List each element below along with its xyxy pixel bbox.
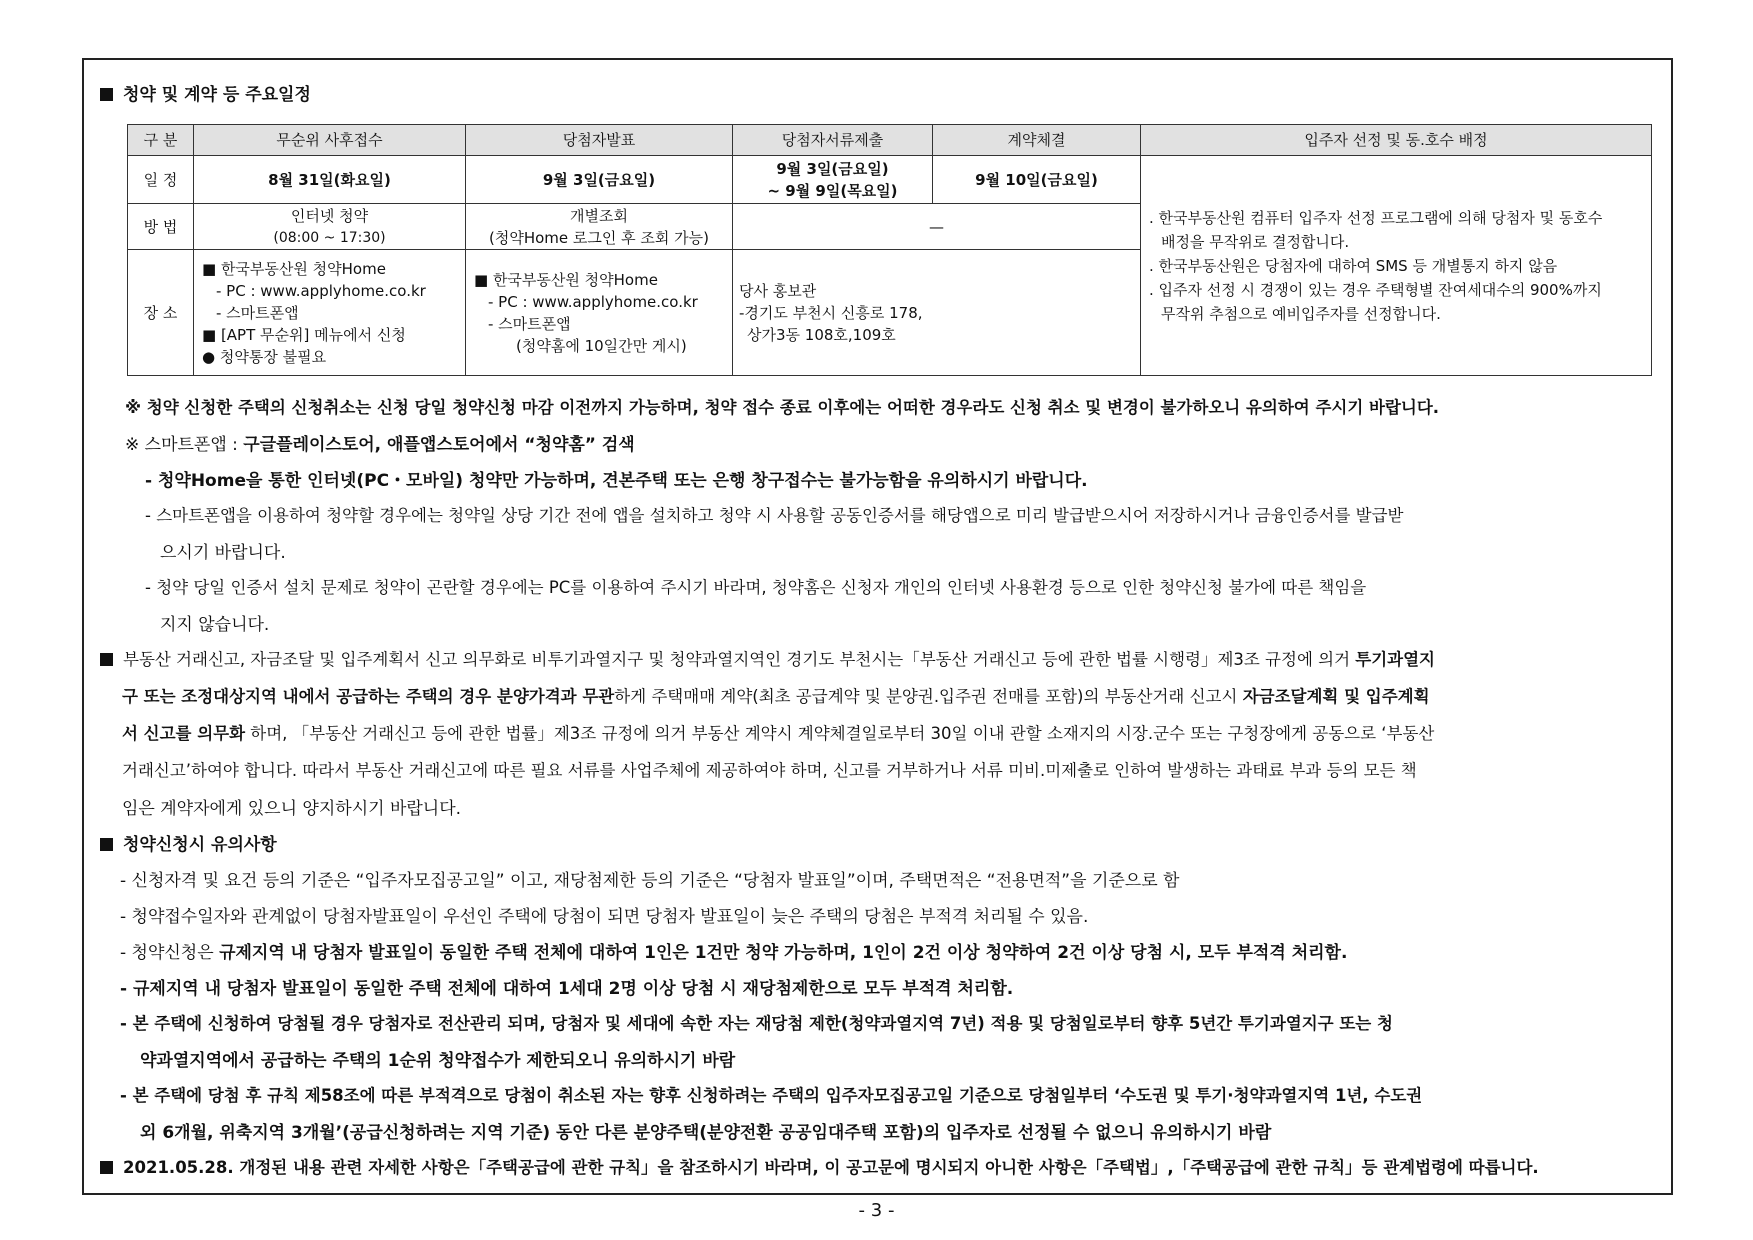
caution-item-6-line2: 외 6개월, 위축지역 3개월’(공급신청하려는 지역 기준) 동안 다른 분양주택(분양전환 공공임대주택 포함)의 입주자로 선정될 수 없으니 유의하시기 바람: [140, 1123, 1272, 1143]
schedule-section-title: 청약 및 계약 등 주요일정: [100, 80, 311, 105]
place-announce: ■ 한국부동산원 청약Home - PC : www.applyhome.co.kr - 스마트폰앱 (청약홈에 10일간만 게시): [466, 250, 733, 376]
caution-item-5-line1: - 본 주택에 신청하여 당첨될 경우 당첨자로 전산관리 되며, 당첨자 및 세대에 속한 자는 재당첨 제한(청약과열지역 7년) 적용 및 당첨일로부터 향후 5년간 투기과열지구 또는 청: [120, 1014, 1393, 1033]
note-cert-line1: - 청약 당일 인증서 설치 문제로 청약이 곤란할 경우에는 PC를 이용하여 주시기 바라며, 청약홈은 신청자 개인의 인터넷 사용환경 등으로 인한 청약신청 불가에 따른 책임을: [145, 578, 1367, 597]
method-docs-contract: —: [733, 204, 1141, 250]
header-category: 구 분: [128, 125, 194, 156]
caution-item-2: - 청약접수일자와 관계없이 당첨자발표일이 우선인 주택에 당첨이 되면 당첨자 발표일이 늦은 주택의 당첨은 부적격 처리될 수 있음.: [120, 907, 1089, 927]
note-online-only: - 청약Home을 통한 인터넷(PC・모바일) 청약만 가능하며, 견본주택 또는 은행 창구접수는 불가능함을 유의하시기 바랍니다.: [145, 471, 1088, 491]
schedule-table: [127, 124, 1652, 376]
realestate-line4: 거래신고’하여야 합니다. 따라서 부동산 거래신고에 따른 필요 서류를 사업주체에 제공하여야 하며, 신고를 거부하거나 서류 미비.미제출로 인하여 발생하는 과태료 부과 등의 모든 책: [122, 761, 1417, 780]
place-receipt: ■ 한국부동산원 청약Home - PC : www.applyhome.co.kr - 스마트폰앱 ■ [APT 무순위] 메뉴에서 신청 ● 청약통장 불필요: [194, 250, 466, 376]
selection-info: . 한국부동산원 컴퓨터 입주자 선정 프로그램에 의해 당첨자 및 동호수 배정을 무작위로 결정합니다. . 한국부동산원은 당첨자에 대하여 SMS 등 개별통지 하지 않음 . 입주자 선정 시 경쟁이 있는 경우 주택형별 잔여세대수의 900%까지 무작위 추첨으로 예비입주자를 선정합니다.: [1141, 156, 1652, 376]
caution-item-5-line2: 약과열지역에서 공급하는 주택의 1순위 청약접수가 제한되오니 유의하시기 바람: [140, 1051, 736, 1071]
header-docs: 당첨자서류제출: [733, 125, 933, 156]
note-app-line1: - 스마트폰앱을 이용하여 청약할 경우에는 청약일 상당 기간 전에 앱을 설치하고 청약 시 사용할 공동인증서를 해당앱으로 미리 발급받으시어 저장하시거나 금융인증서를 발급받: [145, 506, 1404, 525]
row-label-date: 일 정: [128, 156, 194, 204]
date-contract: 9월 10일(금요일): [933, 156, 1141, 204]
caution-section-title: 청약신청시 유의사항: [100, 830, 277, 855]
header-announce: 당첨자발표: [466, 125, 733, 156]
square-bullet-icon: [100, 653, 113, 666]
square-bullet-icon: [100, 88, 113, 101]
square-bullet-icon: [100, 1161, 113, 1174]
note-cancel: ※ 청약 신청한 주택의 신청취소는 신청 당일 청약신청 마감 이전까지 가능하며, 청약 접수 종료 이후에는 어떠한 경우라도 신청 취소 및 변경이 불가하오니 유의하여 주시기 바랍니다.: [125, 398, 1440, 417]
row-label-place: 장 소: [128, 250, 194, 376]
realestate-line3: 서 신고를 의무화 하며, 「부동산 거래신고 등에 관한 법률」제3조 규정에 의거 부동산 계약시 계약체결일로부터 30일 이내 관할 소재지의 시장.군수 또는 구청장에게 공동으로 ‘부동산: [122, 724, 1435, 743]
square-bullet-icon: [100, 838, 113, 851]
method-announce: 개별조회 (청약Home 로그인 후 조회 가능): [466, 204, 733, 250]
realestate-line5: 임은 계약자에게 있으니 양지하시기 바랍니다.: [122, 799, 462, 819]
caution-item-1: - 신청자격 및 요건 등의 기준은 “입주자모집공고일” 이고, 재당첨제한 등의 기준은 “당첨자 발표일”이며, 주택면적은 “전용면적”을 기준으로 함: [120, 871, 1180, 891]
note-cert-line2: 지지 않습니다.: [160, 615, 270, 635]
caution-item-4: - 규제지역 내 당첨자 발표일이 동일한 주택 전체에 대하여 1세대 2명 이상 당첨 시 재당첨제한으로 모두 부적격 처리함.: [120, 979, 1014, 999]
caution-item-6-line1: - 본 주택에 당첨 후 규칙 제58조에 따른 부적격으로 당첨이 취소된 자는 향후 신청하려는 주택의 입주자모집공고일 기준으로 당첨일부터 ‘수도권 및 투기·청약과열지역 1년, 수도권: [120, 1086, 1423, 1105]
header-receipt: 무순위 사후접수: [194, 125, 466, 156]
realestate-line1: 부동산 거래신고, 자금조달 및 입주계획서 신고 의무화로 비투기과열지구 및 청약과열지역인 경기도 부천시는「부동산 거래신고 등에 관한 법률 시행령」제3조 규정에 의거 투기과열지: [100, 646, 1435, 670]
final-note: 2021.05.28. 개정된 내용 관련 자세한 사항은「주택공급에 관한 규칙」을 참조하시기 바라며, 이 공고문에 명시되지 아니한 사항은「주택법」,「주택공급에 관한 규칙」등 관계법령에 따릅니다.: [100, 1154, 1539, 1178]
date-docs: 9월 3일(금요일) ~ 9월 9일(목요일): [733, 156, 933, 204]
note-smartphone: ※ 스마트폰앱 : 구글플레이스토어, 애플앱스토어에서 “청약홈” 검색: [125, 435, 635, 455]
place-docs-contract: 당사 홍보관 -경기도 부천시 신흥로 178, 상가3동 108호,109호: [733, 250, 1141, 376]
header-contract: 계약체결: [933, 125, 1141, 156]
page-number: - 3 -: [858, 1200, 895, 1221]
caution-item-3: - 청약신청은 규제지역 내 당첨자 발표일이 동일한 주택 전체에 대하여 1인은 1건만 청약 가능하며, 1인이 2건 이상 청약하여 2건 이상 당첨 시, 모두 부적격 처리함.: [120, 943, 1348, 963]
table-row-date: [128, 156, 1652, 204]
method-receipt: 인터넷 청약 (08:00 ~ 17:30): [194, 204, 466, 250]
realestate-line2: 구 또는 조정대상지역 내에서 공급하는 주택의 경우 분양가격과 무관하게 주택매매 계약(최초 공급계약 및 분양권.입주권 전매를 포함)의 부동산거래 신고시 자금조달계획 및 입주계획: [122, 687, 1430, 706]
header-selection: 입주자 선정 및 동.호수 배정: [1141, 125, 1652, 156]
date-receipt: 8월 31일(화요일): [194, 156, 466, 204]
row-label-method: 방 법: [128, 204, 194, 250]
date-announce: 9월 3일(금요일): [466, 156, 733, 204]
table-header-row: [128, 125, 1652, 156]
note-app-line2: 으시기 바랍니다.: [160, 543, 286, 563]
